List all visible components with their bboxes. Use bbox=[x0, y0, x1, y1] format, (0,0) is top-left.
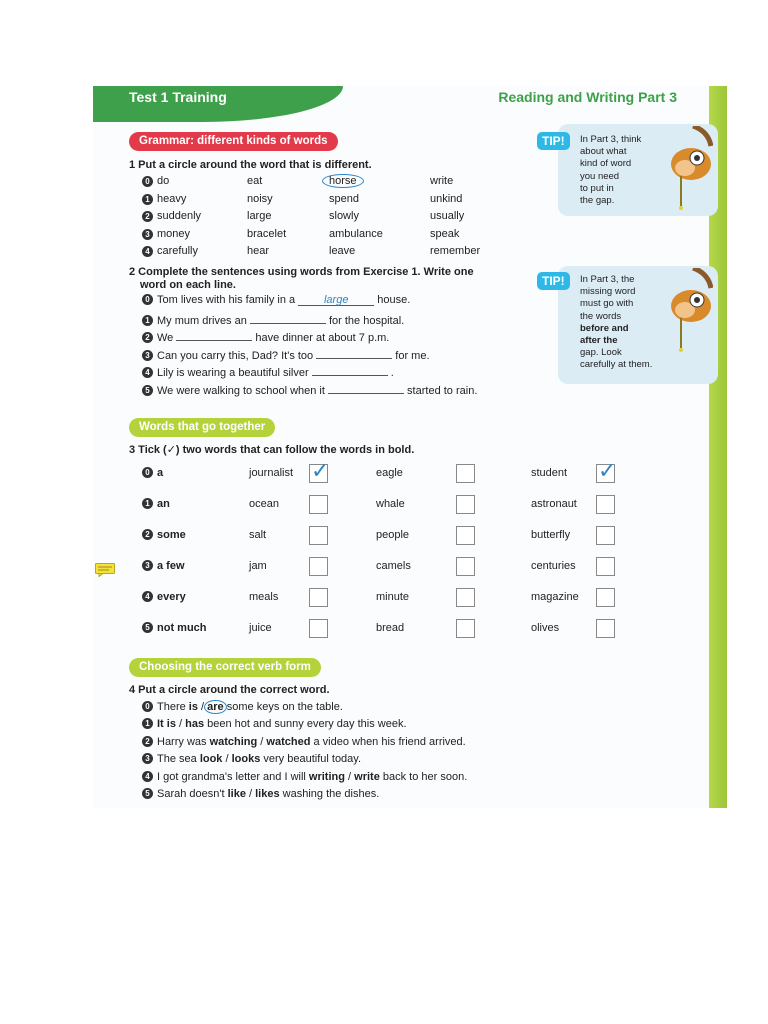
sentence-text: / bbox=[175, 718, 186, 731]
checkbox[interactable] bbox=[309, 458, 330, 483]
bold-word bbox=[142, 591, 186, 603]
item-number: 0 bbox=[142, 467, 153, 478]
item-number: 5 bbox=[142, 788, 153, 799]
checkbox[interactable] bbox=[456, 588, 475, 607]
verb-choice[interactable]: It is bbox=[157, 718, 176, 731]
word-option[interactable]: hear bbox=[247, 245, 270, 257]
verb-choice[interactable]: is bbox=[188, 701, 198, 713]
word-option[interactable] bbox=[329, 175, 357, 187]
item-number: 3 bbox=[142, 753, 153, 764]
sentence-item bbox=[142, 364, 394, 379]
comment-icon[interactable] bbox=[95, 563, 115, 577]
option-word: astronaut bbox=[531, 498, 577, 510]
answer-blank[interactable] bbox=[176, 329, 252, 341]
bold-word-text: some bbox=[157, 529, 186, 541]
tip-text-2 bbox=[580, 274, 652, 372]
option-word: butterfly bbox=[531, 529, 571, 541]
sentence-text: for me. bbox=[392, 349, 430, 362]
bold-word bbox=[142, 529, 186, 541]
word-option[interactable]: carefully bbox=[157, 245, 198, 257]
sentence-text: washing the dishes. bbox=[279, 788, 380, 800]
tick-row bbox=[93, 495, 653, 515]
sentence-text: for the hospital. bbox=[325, 314, 405, 327]
item-number: 5 bbox=[142, 622, 153, 633]
option-word: meals bbox=[249, 591, 279, 603]
word-option[interactable]: money bbox=[157, 227, 191, 240]
word-option[interactable]: eat bbox=[247, 175, 263, 187]
sentence-text: There bbox=[157, 701, 189, 713]
tip-line: before and bbox=[580, 322, 629, 334]
sentence-text: back to her soon. bbox=[379, 770, 468, 783]
item-number: 1 bbox=[142, 718, 153, 729]
sentence-text: Harry was bbox=[157, 735, 210, 748]
tip-line: about what bbox=[580, 146, 627, 158]
checkbox[interactable] bbox=[596, 557, 615, 576]
tip-line: In Part 3, the bbox=[580, 274, 635, 285]
item-number: 0 bbox=[142, 701, 153, 712]
word-option[interactable]: noisy bbox=[247, 192, 273, 205]
answer-blank[interactable] bbox=[328, 382, 404, 394]
sentence-text: very beautiful today. bbox=[260, 753, 362, 766]
item-number: 1 bbox=[142, 194, 153, 205]
tick-row bbox=[93, 588, 653, 608]
bold-word-text: every bbox=[157, 591, 186, 603]
option-word: salt bbox=[249, 529, 267, 541]
verb-choice[interactable]: write bbox=[354, 770, 380, 783]
word-row bbox=[93, 193, 553, 207]
option-word: ocean bbox=[249, 498, 279, 510]
option-word: eagle bbox=[376, 467, 403, 479]
sentence-text: . bbox=[387, 367, 394, 379]
sentence-text: / bbox=[245, 788, 256, 800]
sentence-text: We were walking to school when it bbox=[157, 384, 328, 397]
sentence-text: Sarah doesn't bbox=[157, 788, 228, 800]
sentence-text: house. bbox=[374, 294, 411, 306]
tip-line: must go with bbox=[580, 298, 634, 310]
verb-item bbox=[142, 701, 343, 713]
word-option[interactable]: heavy bbox=[157, 192, 187, 205]
tip-badge-2: TIP! bbox=[537, 272, 570, 290]
sentence-text: Tom lives with his family in a bbox=[157, 294, 299, 306]
item-number: 0 bbox=[142, 294, 153, 305]
option-word: minute bbox=[376, 591, 410, 603]
verb-item bbox=[142, 718, 407, 730]
check-mark-icon: ✓ bbox=[311, 458, 330, 483]
tip-line: kind of word bbox=[580, 158, 632, 170]
item-number: 2 bbox=[142, 332, 153, 343]
verb-item bbox=[142, 771, 467, 783]
verb-choice[interactable] bbox=[207, 701, 224, 713]
verb-choice[interactable]: likes bbox=[255, 788, 280, 800]
option-word: people bbox=[376, 529, 410, 541]
item-number: 5 bbox=[142, 385, 153, 396]
sentence-item bbox=[142, 294, 410, 306]
bold-word-text: a bbox=[157, 467, 164, 479]
checkbox[interactable] bbox=[456, 495, 475, 514]
header-right-title: Reading and Writing Part 3 bbox=[498, 89, 677, 105]
sentence-text: We bbox=[157, 332, 177, 344]
option-word: jam bbox=[249, 560, 267, 572]
tip-line: the words bbox=[580, 310, 622, 322]
tip-line: to put in bbox=[580, 182, 614, 194]
question-3: 3 Tick (✓) two words that can follow the words in bold. bbox=[129, 444, 415, 456]
monkey-icon-2 bbox=[663, 268, 713, 353]
question-2-line2: word on each line. bbox=[140, 279, 236, 291]
item-number: 4 bbox=[142, 591, 153, 602]
word-option[interactable]: speak bbox=[430, 227, 460, 240]
monkey-icon bbox=[663, 126, 713, 211]
word-option[interactable]: large bbox=[247, 210, 272, 222]
sentence-item bbox=[142, 382, 477, 397]
checkbox[interactable] bbox=[456, 557, 475, 576]
option-word: olives bbox=[531, 622, 560, 634]
checkbox[interactable] bbox=[596, 619, 615, 638]
question-2-line1: 2 Complete the sentences using words from Exercise 1. Write one bbox=[129, 266, 474, 278]
sentence-item bbox=[142, 329, 389, 344]
sentence-item bbox=[142, 347, 430, 362]
word-option[interactable]: slowly bbox=[329, 210, 359, 222]
tick-row bbox=[93, 526, 653, 546]
sentence-text: / bbox=[197, 701, 208, 713]
tip-line: In Part 3, think bbox=[580, 134, 642, 145]
word-option[interactable]: usually bbox=[430, 210, 465, 222]
tip-line: gap. Look bbox=[580, 347, 622, 359]
tip-line: you need bbox=[580, 170, 620, 182]
worksheet-page bbox=[93, 86, 727, 808]
answer-blank[interactable] bbox=[250, 312, 326, 324]
checkbox[interactable] bbox=[309, 557, 328, 576]
sentence-text: I got grandma's letter and I will bbox=[157, 770, 309, 783]
tip-line: missing word bbox=[580, 286, 636, 298]
answer-blank[interactable] bbox=[312, 364, 388, 376]
tick-row bbox=[93, 458, 653, 484]
check-mark-icon: ✓ bbox=[598, 458, 617, 483]
sentence-text: have dinner at about 7 p.m. bbox=[252, 332, 390, 344]
item-number: 3 bbox=[142, 560, 153, 571]
bold-word-text: a few bbox=[157, 560, 185, 572]
word-option[interactable]: ambulance bbox=[329, 227, 383, 240]
sentence-text: started to rain. bbox=[404, 384, 478, 397]
option-word: juice bbox=[249, 622, 272, 634]
word-option[interactable]: remember bbox=[430, 245, 481, 257]
item-number: 4 bbox=[142, 771, 153, 782]
question-1: 1 Put a circle around the word that is different. bbox=[129, 159, 372, 171]
verb-choice[interactable]: looks bbox=[231, 753, 261, 766]
option-word: journalist bbox=[249, 467, 294, 479]
sentence-text: / bbox=[344, 770, 355, 783]
sentence-text: some keys on the table. bbox=[223, 701, 343, 713]
answer-blank[interactable] bbox=[316, 347, 392, 359]
sentence-text: Can you carry this, Dad? It's too bbox=[157, 349, 317, 362]
sentence-text: been hot and sunny every day this week. bbox=[204, 718, 407, 731]
item-number: 4 bbox=[142, 246, 153, 257]
option-word: camels bbox=[376, 560, 411, 572]
verb-choice[interactable]: look bbox=[199, 753, 223, 766]
sentence-text: My mum drives an bbox=[157, 314, 250, 327]
word-row bbox=[93, 245, 553, 259]
item-number: 4 bbox=[142, 367, 153, 378]
sentence-text: a video when his friend arrived. bbox=[310, 735, 466, 748]
bold-word-text: not much bbox=[157, 622, 207, 634]
word-row bbox=[93, 228, 553, 242]
word-row bbox=[93, 175, 553, 189]
bold-word bbox=[142, 560, 185, 572]
checkbox[interactable] bbox=[456, 526, 475, 545]
verb-item bbox=[142, 736, 466, 748]
checkbox[interactable] bbox=[596, 495, 615, 514]
option-word: student bbox=[531, 467, 568, 479]
sentence-text: / bbox=[257, 735, 267, 748]
word-option[interactable]: do bbox=[157, 175, 170, 187]
section4-heading: Choosing the correct verb form bbox=[129, 658, 321, 677]
question-4: 4 Put a circle around the correct word. bbox=[129, 684, 330, 696]
sentence-text: Lily is wearing a beautiful silver bbox=[157, 367, 312, 379]
item-number: 2 bbox=[142, 529, 153, 540]
word-option[interactable]: write bbox=[430, 175, 454, 187]
item-number: 1 bbox=[142, 498, 153, 509]
verb-choice[interactable]: has bbox=[185, 718, 205, 731]
section3-heading: Words that go together bbox=[129, 418, 275, 437]
sentence-item bbox=[142, 312, 404, 327]
bold-word bbox=[142, 622, 207, 634]
option-word: magazine bbox=[531, 591, 579, 603]
word-option[interactable]: leave bbox=[329, 245, 356, 257]
bold-word bbox=[142, 467, 163, 479]
tick-row bbox=[93, 557, 653, 577]
word-option[interactable]: suddenly bbox=[157, 210, 202, 222]
item-number: 2 bbox=[142, 736, 153, 747]
circled-answer: are bbox=[204, 700, 227, 714]
verb-choice[interactable]: watching bbox=[209, 735, 258, 748]
checkbox[interactable] bbox=[596, 526, 615, 545]
verb-choice[interactable]: watched bbox=[266, 735, 311, 748]
tick-row bbox=[93, 619, 653, 639]
checkbox[interactable] bbox=[309, 526, 328, 545]
verb-choice[interactable]: writing bbox=[308, 770, 345, 783]
header-left-title: Test 1 Training bbox=[129, 89, 227, 105]
option-word: bread bbox=[376, 622, 405, 634]
word-row bbox=[93, 210, 553, 224]
checkbox[interactable] bbox=[309, 619, 328, 638]
tip-text-1 bbox=[580, 134, 641, 207]
item-number: 3 bbox=[142, 229, 153, 240]
checkbox[interactable] bbox=[596, 458, 617, 483]
word-option[interactable]: unkind bbox=[430, 192, 463, 205]
checkbox[interactable] bbox=[456, 464, 475, 483]
checkbox[interactable] bbox=[456, 619, 475, 638]
sentence-text: / bbox=[222, 753, 232, 766]
sentence-text: The sea bbox=[157, 753, 200, 766]
verb-item bbox=[142, 753, 361, 765]
handwritten-answer: large bbox=[323, 294, 349, 306]
tip-line: after the bbox=[580, 335, 618, 347]
answer-blank[interactable] bbox=[298, 294, 374, 306]
checkbox[interactable] bbox=[309, 495, 328, 514]
section1-heading: Grammar: different kinds of words bbox=[129, 132, 338, 151]
tip-badge-1: TIP! bbox=[537, 132, 570, 150]
item-number: 0 bbox=[142, 176, 153, 187]
option-word: centuries bbox=[531, 560, 576, 572]
checkbox[interactable] bbox=[596, 588, 615, 607]
word-option[interactable]: bracelet bbox=[247, 227, 287, 240]
item-number: 2 bbox=[142, 211, 153, 222]
item-number: 1 bbox=[142, 315, 153, 326]
item-number: 3 bbox=[142, 350, 153, 361]
bold-word bbox=[142, 498, 170, 510]
circled-answer: horse bbox=[322, 174, 364, 188]
tip-line: the gap. bbox=[580, 195, 615, 207]
tip-line: carefully at them. bbox=[580, 359, 653, 371]
option-word: whale bbox=[376, 498, 405, 510]
verb-choice[interactable]: like bbox=[227, 788, 246, 800]
bold-word-text: an bbox=[157, 498, 170, 510]
checkbox[interactable] bbox=[309, 588, 328, 607]
verb-item bbox=[142, 788, 379, 800]
word-option[interactable]: spend bbox=[329, 192, 359, 205]
